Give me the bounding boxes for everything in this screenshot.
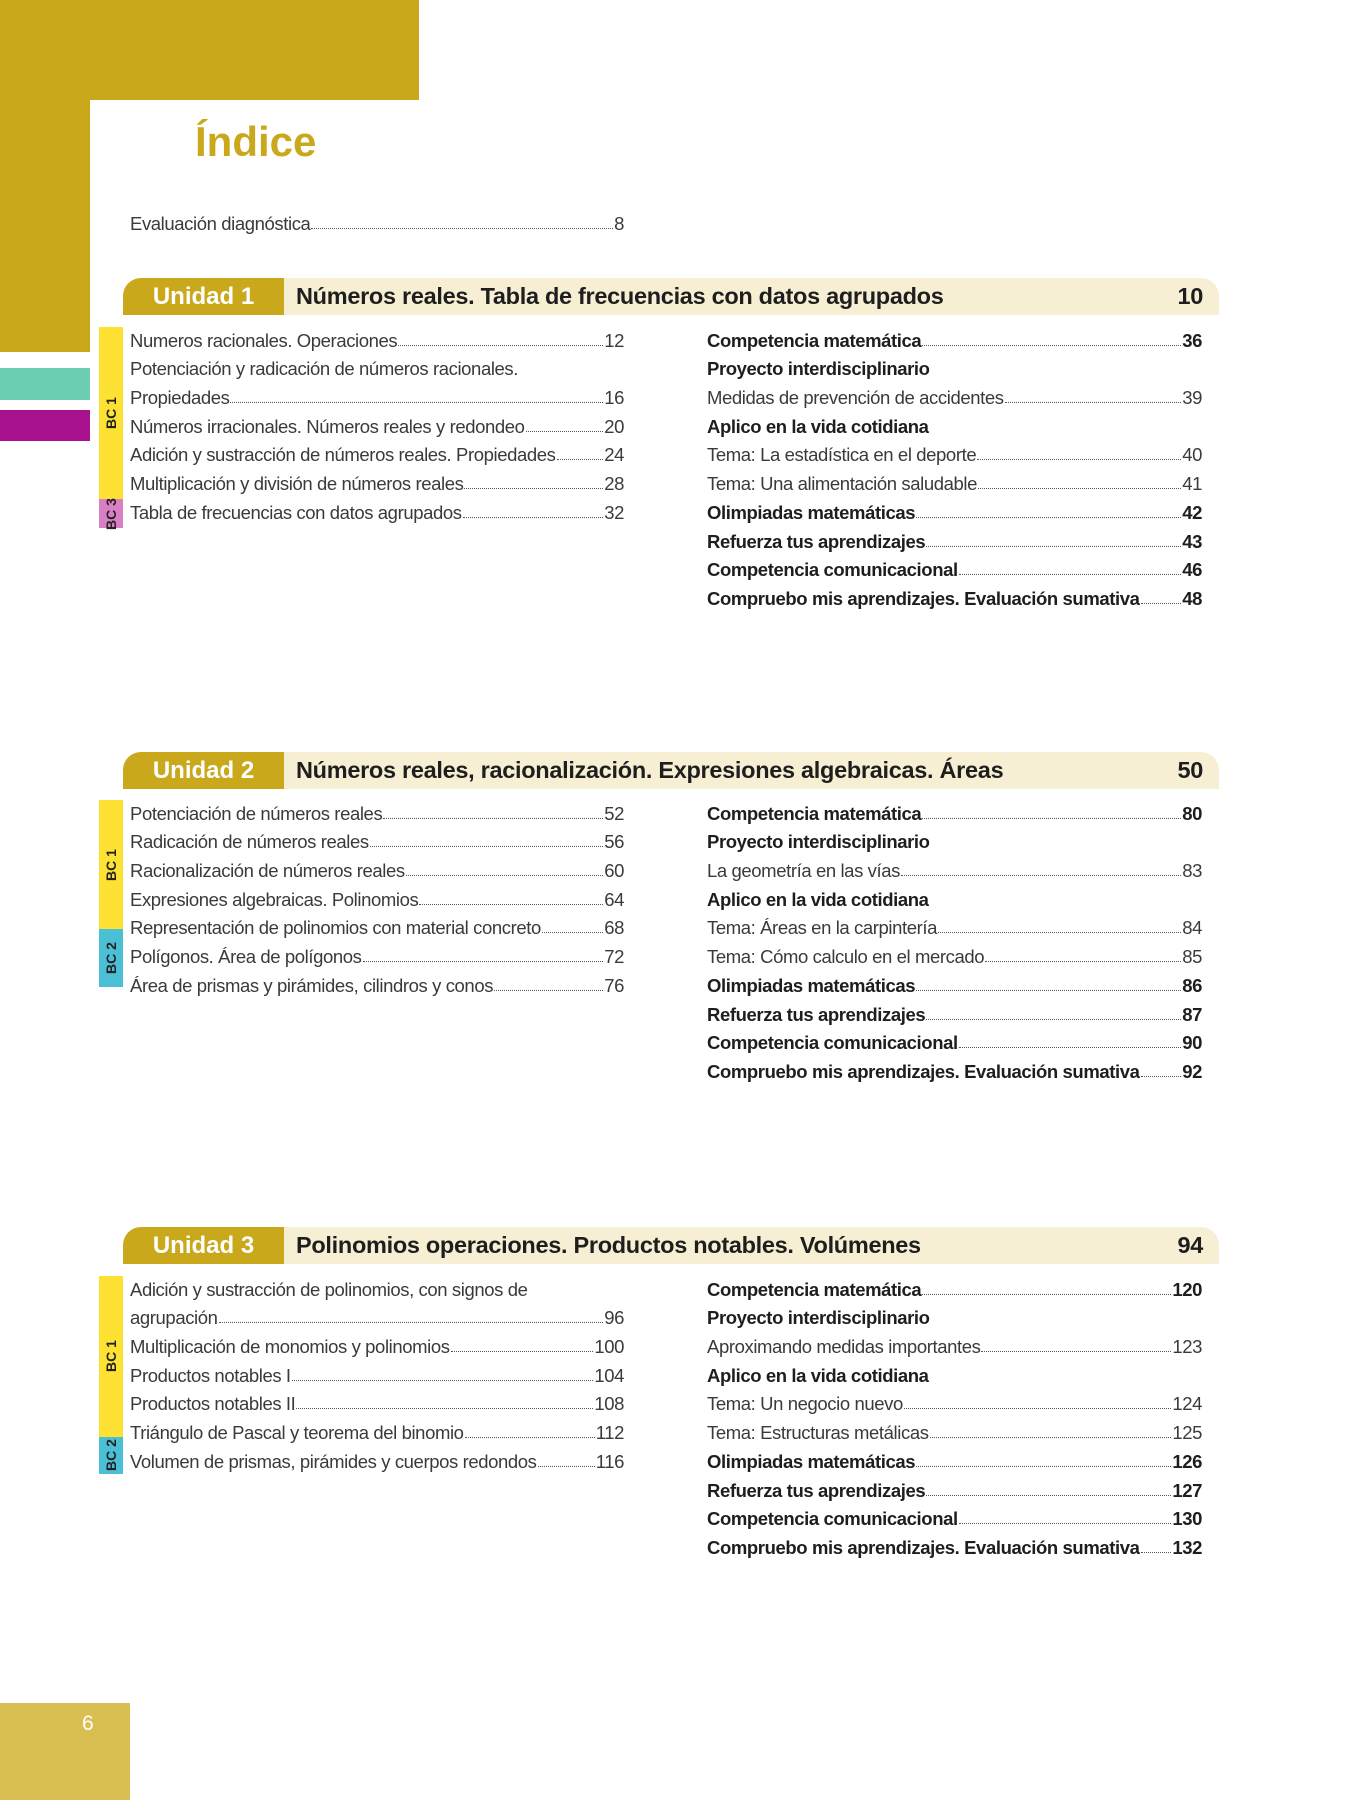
- toc-entry[interactable]: [707, 495, 1202, 524]
- toc-entry-text: Numeros racionales. Operaciones: [130, 329, 398, 351]
- toc-entry[interactable]: [707, 939, 1202, 968]
- block-label-text: BC 2: [103, 941, 119, 974]
- block-label-text: BC 1: [103, 397, 119, 430]
- toc-entry[interactable]: [707, 466, 1202, 495]
- dot-leader: [465, 1437, 595, 1438]
- unit-tag: Unidad 1: [123, 278, 284, 315]
- toc-entry-page: 86: [1182, 974, 1202, 996]
- dot-leader: [978, 488, 1181, 489]
- toc-entry-page: 90: [1182, 1032, 1202, 1054]
- toc-entry-page: 132: [1172, 1536, 1202, 1558]
- toc-entry: [707, 352, 1202, 381]
- unit-header: [123, 278, 1219, 315]
- dot-leader: [398, 345, 603, 346]
- toc-entry-text: Tema: Un negocio nuevo: [707, 1393, 903, 1415]
- toc-entry-page: 32: [604, 501, 624, 523]
- toc-entry-page: 80: [1182, 802, 1202, 824]
- toc-entry[interactable]: [130, 466, 624, 495]
- unit-page: 10: [1177, 283, 1203, 309]
- toc-entry[interactable]: [130, 882, 624, 911]
- toc-entry-text: Medidas de prevención de accidentes: [707, 387, 1004, 409]
- toc-entry: [707, 882, 1202, 911]
- toc-entry-text: Productos notables II: [130, 1393, 296, 1415]
- block-label: [99, 327, 123, 499]
- toc-entry-text: Adición y sustracción de polinomios, con signos de: [130, 1278, 528, 1300]
- dot-leader: [542, 932, 603, 933]
- toc-entry-text: Competencia matemática: [707, 1278, 922, 1300]
- toc-entry-page: 36: [1182, 329, 1202, 351]
- teal-tab: [0, 368, 90, 400]
- dot-leader: [464, 488, 603, 489]
- toc-entry[interactable]: [130, 409, 624, 438]
- toc-entry-page: 112: [595, 1422, 624, 1444]
- toc-entry[interactable]: [130, 939, 624, 968]
- toc-entry-text: Compruebo mis aprendizajes. Evaluación sumativa: [707, 1536, 1140, 1558]
- toc-entry-text: Olimpiadas matemáticas: [707, 1450, 916, 1472]
- dot-leader: [959, 1047, 1181, 1048]
- dot-leader: [292, 1380, 594, 1381]
- dot-leader: [959, 1523, 1172, 1524]
- toc-entry-page: 83: [1182, 860, 1202, 882]
- toc-column-left: [130, 796, 624, 997]
- toc-entry[interactable]: [130, 495, 624, 524]
- toc-entry-text: Aplico en la vida cotidiana: [707, 415, 929, 437]
- toc-entry-page: 92: [1182, 1060, 1202, 1082]
- dot-leader: [419, 904, 603, 905]
- toc-entry-page: 28: [604, 473, 624, 495]
- unit-title: Números reales, racionalización. Expresiones algebraicas. Áreas: [296, 757, 1004, 783]
- toc-entry[interactable]: [707, 524, 1202, 553]
- dot-leader: [219, 1322, 604, 1323]
- toc-entry-text: Tabla de frecuencias con datos agrupados: [130, 501, 462, 523]
- toc-entry-page: 16: [604, 387, 624, 409]
- toc-entry: [707, 1301, 1202, 1330]
- dot-leader: [922, 1294, 1171, 1295]
- unit-title-bar[interactable]: [284, 278, 1219, 315]
- toc-entry[interactable]: [707, 1272, 1202, 1301]
- toc-entry[interactable]: [707, 1444, 1202, 1473]
- dot-leader: [557, 459, 604, 460]
- toc-entry-page: 72: [604, 946, 624, 968]
- toc-entry-page: 52: [604, 802, 624, 824]
- unit-tag: Unidad 3: [123, 1227, 284, 1264]
- toc-entry[interactable]: [130, 853, 624, 882]
- left-gold-band: [0, 0, 90, 352]
- toc-entry-text: Competencia comunicacional: [707, 1032, 958, 1054]
- toc-entry[interactable]: [707, 553, 1202, 582]
- toc-entry-page: 120: [1172, 1278, 1202, 1300]
- toc-entry-page: 130: [1172, 1508, 1202, 1530]
- block-label-text: BC 2: [103, 1439, 119, 1472]
- page-number-box: [0, 1703, 130, 1800]
- dot-leader: [370, 846, 604, 847]
- magenta-tab: [0, 410, 90, 441]
- toc-entry[interactable]: [707, 968, 1202, 997]
- toc-entry[interactable]: [707, 323, 1202, 352]
- block-label: [99, 800, 123, 929]
- block-label: [99, 1437, 123, 1474]
- dot-leader: [922, 818, 1181, 819]
- dot-leader: [296, 1408, 593, 1409]
- dot-leader: [230, 402, 603, 403]
- toc-entry[interactable]: [130, 825, 624, 854]
- unit-tag: Unidad 2: [123, 752, 284, 789]
- toc-entry-page: 104: [594, 1364, 624, 1386]
- toc-entry[interactable]: [130, 1358, 624, 1387]
- dot-leader: [977, 459, 1181, 460]
- unit-title: Polinomios operaciones. Productos notables. Volúmenes: [296, 1232, 921, 1258]
- toc-entry[interactable]: [130, 911, 624, 940]
- toc-entry-text: Área de prismas y pirámides, cilindros y conos: [130, 974, 494, 996]
- toc-entry-page: 116: [595, 1450, 624, 1472]
- page-title: Índice: [195, 118, 317, 165]
- dot-leader: [901, 875, 1181, 876]
- unit-page: 94: [1177, 1232, 1203, 1258]
- block-label-text: BC 3: [103, 497, 119, 530]
- toc-entry-page: 60: [604, 860, 624, 882]
- toc-entry-text: Refuerza tus aprendizajes: [707, 530, 926, 552]
- dot-leader: [985, 961, 1181, 962]
- toc-entry-text: Tema: La estadística en el deporte: [707, 444, 977, 466]
- dot-leader: [1005, 402, 1182, 403]
- toc-entry[interactable]: [707, 1473, 1202, 1502]
- dot-leader: [1141, 603, 1182, 604]
- toc-entry-text: Volumen de prismas, pirámides y cuerpos redondos: [130, 1450, 537, 1472]
- dot-leader: [1141, 1076, 1182, 1077]
- dot-leader: [922, 345, 1181, 346]
- toc-entry-text: Olimpiadas matemáticas: [707, 501, 916, 523]
- toc-entry[interactable]: [707, 997, 1202, 1026]
- dot-leader: [916, 517, 1181, 518]
- unit-title-bar[interactable]: [284, 1227, 1219, 1264]
- toc-entry-page: 43: [1182, 530, 1202, 552]
- toc-entry[interactable]: [130, 1301, 624, 1330]
- toc-column-right: [707, 323, 1202, 610]
- toc-entry[interactable]: [130, 323, 624, 352]
- toc-entry-page: 123: [1172, 1336, 1202, 1358]
- toc-entry-text: Radicación de números reales: [130, 831, 369, 853]
- dot-leader: [938, 932, 1181, 933]
- toc-entry-page: 56: [604, 831, 624, 853]
- toc-entry-text: Competencia comunicacional: [707, 1508, 958, 1530]
- dot-leader: [916, 990, 1181, 991]
- dot-leader: [526, 431, 604, 432]
- toc-entry[interactable]: [130, 1444, 624, 1473]
- toc-entry-text: Olimpiadas matemáticas: [707, 974, 916, 996]
- block-label: [99, 499, 123, 528]
- toc-entry[interactable]: [707, 796, 1202, 825]
- toc-entry-text: Compruebo mis aprendizajes. Evaluación sumativa: [707, 587, 1140, 609]
- toc-entry-text: Refuerza tus aprendizajes: [707, 1003, 926, 1025]
- toc-entry[interactable]: [130, 438, 624, 467]
- dot-leader: [930, 1437, 1172, 1438]
- toc-entry[interactable]: [707, 380, 1202, 409]
- toc-entry-page: 24: [604, 444, 624, 466]
- toc-column-left: [130, 323, 624, 524]
- toc-entry[interactable]: [130, 1387, 624, 1416]
- toc-entry-text: Productos notables I: [130, 1364, 291, 1386]
- dot-leader: [926, 546, 1181, 547]
- toc-entry[interactable]: [130, 380, 624, 409]
- toc-entry-page: 96: [604, 1307, 624, 1329]
- toc-entry-page: 108: [594, 1393, 624, 1415]
- toc-entry[interactable]: [707, 853, 1202, 882]
- dot-leader: [463, 517, 604, 518]
- toc-entry-text: Potenciación y radicación de números racionales.: [130, 358, 519, 380]
- block-label-text: BC 1: [103, 848, 119, 881]
- toc-entry-text: Racionalización de números reales: [130, 860, 405, 882]
- dot-leader: [383, 818, 603, 819]
- unit-page: 50: [1177, 757, 1203, 783]
- unit-header: [123, 1227, 1219, 1264]
- toc-entry-page: 126: [1172, 1450, 1202, 1472]
- toc-entry-text: Aproximando medidas importantes: [707, 1336, 981, 1358]
- dot-leader: [363, 961, 604, 962]
- dot-leader: [494, 990, 603, 991]
- toc-entry-page: 41: [1182, 473, 1202, 495]
- block-label-text: BC 1: [103, 1340, 119, 1373]
- toc-entry-page: 39: [1182, 387, 1202, 409]
- toc-entry[interactable]: [130, 1329, 624, 1358]
- toc-entry[interactable]: [707, 1502, 1202, 1531]
- toc-entry-text: Tema: Estructuras metálicas: [707, 1422, 929, 1444]
- toc-entry-text: Multiplicación y división de números reales: [130, 473, 464, 495]
- toc-entry-text: Propiedades: [130, 387, 230, 409]
- toc-entry: [707, 409, 1202, 438]
- dot-leader: [406, 875, 603, 876]
- dot-leader: [904, 1408, 1171, 1409]
- dot-leader: [538, 1466, 595, 1467]
- toc-entry-page: 127: [1172, 1479, 1202, 1501]
- block-label: [99, 929, 123, 986]
- page-number: 6: [82, 1712, 94, 1735]
- toc-entry-text: Multiplicación de monomios y polinomios: [130, 1336, 450, 1358]
- toc-entry-text: Triángulo de Pascal y teorema del binomio: [130, 1422, 464, 1444]
- toc-entry-text: Tema: Una alimentación saludable: [707, 473, 978, 495]
- toc-entry-page: 100: [594, 1336, 624, 1358]
- dot-leader: [926, 1019, 1181, 1020]
- toc-entry: [130, 1272, 624, 1301]
- toc-entry-page: 40: [1182, 444, 1202, 466]
- toc-entry-text: Aplico en la vida cotidiana: [707, 1364, 929, 1386]
- toc-entry[interactable]: [707, 1415, 1202, 1444]
- toc-entry-page: 125: [1172, 1422, 1202, 1444]
- toc-entry-text: Tema: Áreas en la carpintería: [707, 917, 938, 939]
- block-label: [99, 1276, 123, 1437]
- toc-entry-page: 8: [614, 212, 624, 234]
- toc-entry-text: Números irracionales. Números reales y redondeo: [130, 415, 525, 437]
- toc-entry[interactable]: [707, 1329, 1202, 1358]
- unit-title: Números reales. Tabla de frecuencias con datos agrupados: [296, 283, 944, 309]
- toc-entry[interactable]: [707, 581, 1202, 610]
- toc-entry-text: Representación de polinomios con material concreto: [130, 917, 541, 939]
- toc-entry-page: 87: [1182, 1003, 1202, 1025]
- toc-entry[interactable]: [130, 968, 624, 997]
- toc-entry-page: 20: [604, 415, 624, 437]
- toc-entry: [130, 352, 624, 381]
- toc-entry[interactable]: [707, 1054, 1202, 1083]
- toc-entry-page: 85: [1182, 946, 1202, 968]
- toc-entry-text: Evaluación diagnóstica: [130, 212, 311, 234]
- toc-entry-page: 12: [604, 329, 624, 351]
- toc-entry-text: Competencia comunicacional: [707, 559, 958, 581]
- toc-entry[interactable]: [130, 796, 624, 825]
- toc-entry[interactable]: [130, 1415, 624, 1444]
- dot-leader: [959, 574, 1181, 575]
- toc-entry-text: Proyecto interdisciplinario: [707, 1307, 930, 1329]
- toc-entry-page: 42: [1182, 501, 1202, 523]
- dot-leader: [981, 1351, 1171, 1352]
- toc-entry-page: 76: [604, 974, 624, 996]
- toc-entry-page: 46: [1182, 559, 1202, 581]
- toc-entry[interactable]: [707, 911, 1202, 940]
- unit-header: [123, 752, 1219, 789]
- dot-leader: [451, 1351, 594, 1352]
- dot-leader: [1141, 1552, 1172, 1553]
- toc-entry-page: 124: [1172, 1393, 1202, 1415]
- toc-entry-text: Expresiones algebraicas. Polinomios: [130, 888, 419, 910]
- unit-title-bar[interactable]: [284, 752, 1219, 789]
- dot-leader: [916, 1466, 1171, 1467]
- toc-column-right: [707, 796, 1202, 1083]
- toc-entry: [707, 825, 1202, 854]
- toc-entry-page: 84: [1182, 917, 1202, 939]
- toc-entry-text: Proyecto interdisciplinario: [707, 831, 930, 853]
- toc-entry-page: 68: [604, 917, 624, 939]
- dot-leader: [311, 228, 613, 229]
- toc-entry-text: Adición y sustracción de números reales. Propiedades: [130, 444, 556, 466]
- toc-entry-text: Aplico en la vida cotidiana: [707, 888, 929, 910]
- toc-entry-text: Compruebo mis aprendizajes. Evaluación sumativa: [707, 1060, 1140, 1082]
- toc-entry-page: 48: [1182, 587, 1202, 609]
- toc-entry-text: La geometría en las vías: [707, 860, 900, 882]
- toc-entry-text: Refuerza tus aprendizajes: [707, 1479, 926, 1501]
- toc-entry: [707, 1358, 1202, 1387]
- toc-entry-text: agrupación: [130, 1307, 218, 1329]
- toc-entry-text: Competencia matemática: [707, 329, 922, 351]
- toc-entry-text: Tema: Cómo calculo en el mercado: [707, 946, 985, 968]
- dot-leader: [926, 1495, 1171, 1496]
- toc-entry-text: Polígonos. Área de polígonos: [130, 946, 362, 968]
- toc-entry-text: Proyecto interdisciplinario: [707, 358, 930, 380]
- toc-entry-diagnostic[interactable]: [130, 206, 624, 235]
- toc-entry-text: Competencia matemática: [707, 802, 922, 824]
- toc-entry-page: 64: [604, 888, 624, 910]
- toc-column-left: [130, 1272, 624, 1473]
- toc-entry[interactable]: [707, 1530, 1202, 1559]
- toc-entry[interactable]: [707, 1026, 1202, 1055]
- toc-entry[interactable]: [707, 438, 1202, 467]
- toc-entry[interactable]: [707, 1387, 1202, 1416]
- toc-column-right: [707, 1272, 1202, 1559]
- toc-entry-text: Potenciación de números reales: [130, 802, 383, 824]
